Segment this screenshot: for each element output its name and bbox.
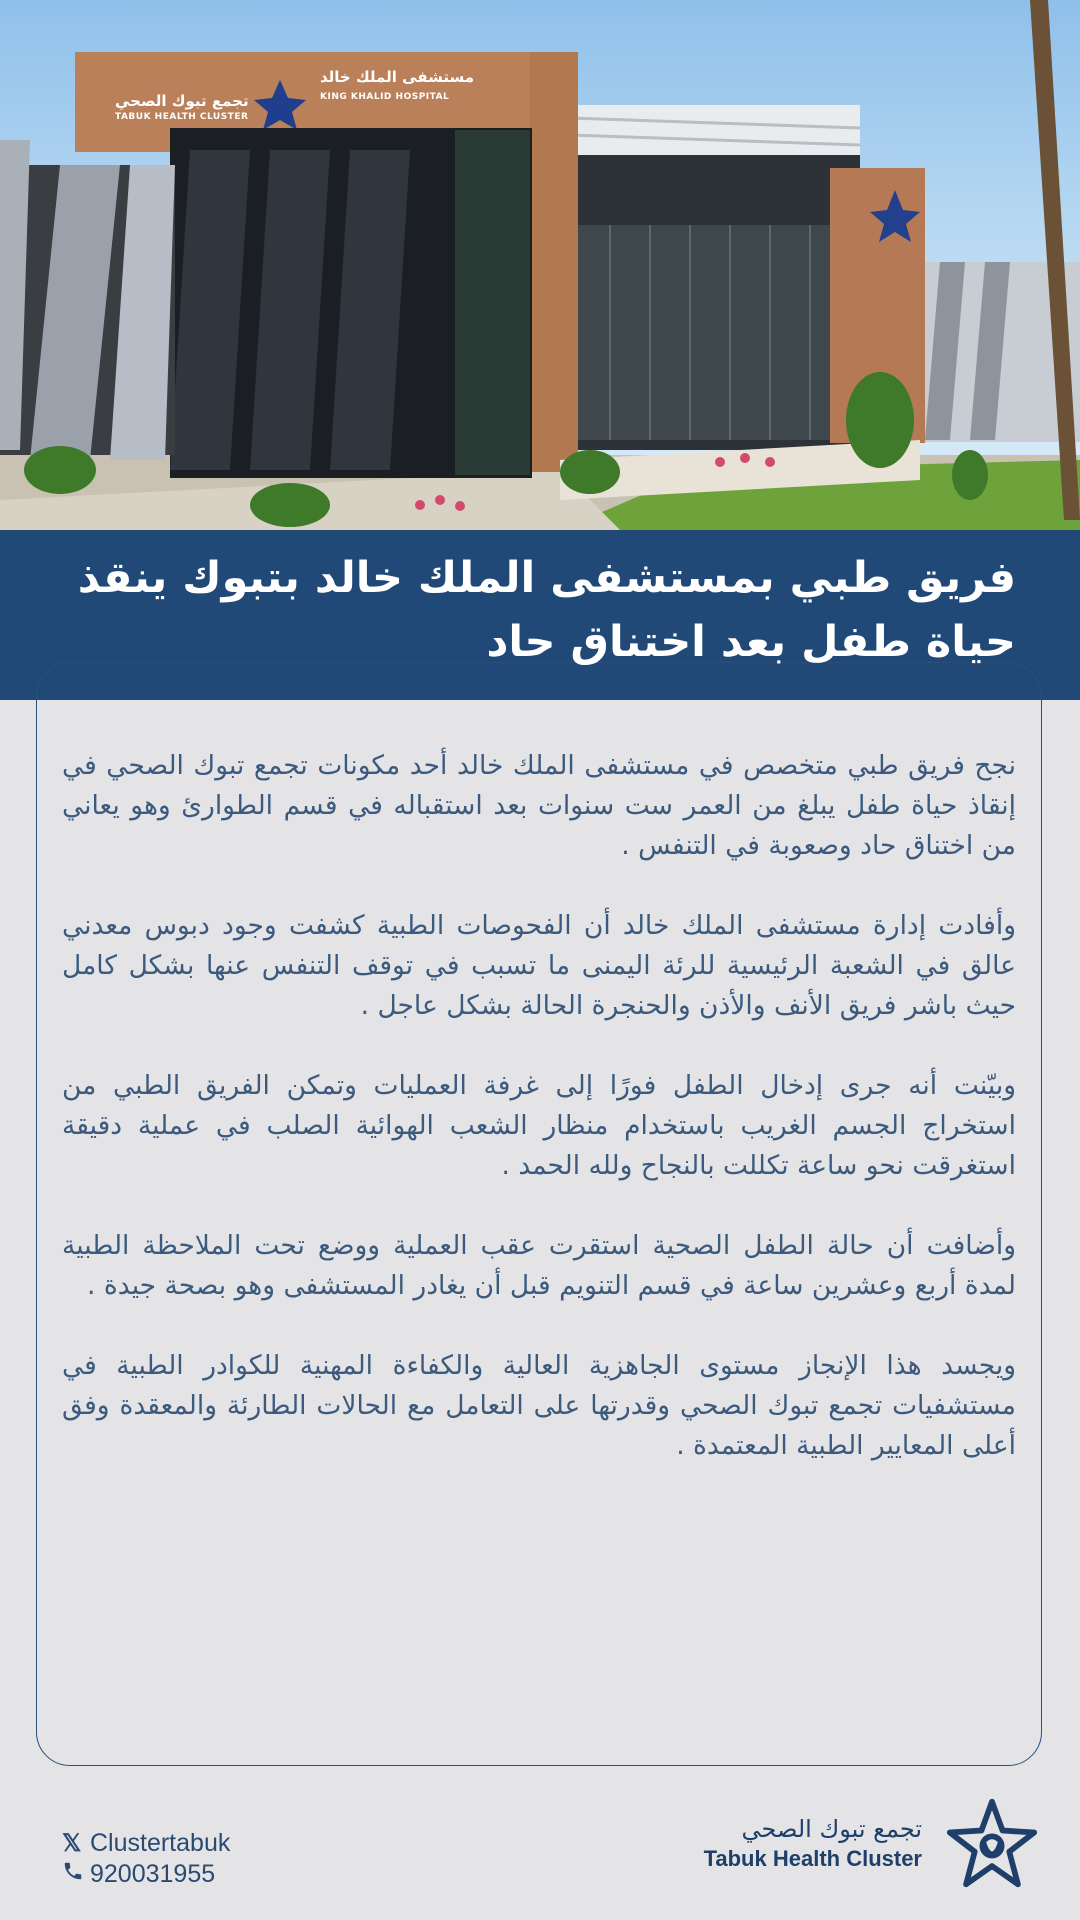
sign-left-en: TABUK HEALTH CLUSTER <box>115 112 249 122</box>
sign-right-ar: مستشفى الملك خالد <box>320 68 475 86</box>
brand-name-en: Tabuk Health Cluster <box>703 1846 922 1871</box>
article-body <box>62 746 1016 1506</box>
footer-contacts <box>62 1828 230 1890</box>
phone-icon <box>62 1859 90 1890</box>
sign-left-ar: تجمع تبوك الصحي <box>115 92 249 110</box>
x-handle-row[interactable] <box>62 1828 230 1859</box>
article-paragraph: نجح فريق طبي متخصص في مستشفى الملك خالد أحد مكونات تجمع تبوك الصحي في إنقاذ حياة طفل يبلغ من العمر ست سنوات بعد استقباله في قسم الطوارئ وهو يعاني من اختناق حاد وصعوبة في التنفس . <box>62 750 1016 861</box>
article-paragraph: وأضافت أن حالة الطفل الصحية استقرت عقب العملية ووضع تحت الملاحظة الطبية لمدة أربع وعشرين ساعة في قسم التنويم قبل أن يغادر المستشفى وهو بصحة جيدة . <box>62 1230 1016 1301</box>
hospital-photo <box>0 0 1080 530</box>
brand-block <box>704 1796 1040 1892</box>
x-logo-icon: 𝕏 <box>62 1830 82 1857</box>
article-paragraph: وبيّنت أنه جرى إدخال الطفل فورًا إلى غرفة العمليات وتمكن الفريق الطبي من استخراج الجسم الغريب باستخدام منظار الشعب الهوائية الصلب في عملية دقيقة استغرقت نحو ساعة تكللت بالنجاح ولله الحمد . <box>62 1070 1016 1181</box>
hospital-building-illustration <box>0 0 1080 530</box>
phone-number: 920031955 <box>90 1860 216 1888</box>
sign-right-en: KING KHALID HOSPITAL <box>320 92 450 102</box>
phone-row[interactable] <box>62 1859 230 1890</box>
article-paragraph: وأفادت إدارة مستشفى الملك خالد أن الفحوصات الطبية كشفت وجود دبوس معدني عالق في الشعبة الرئيسية للرئة اليمنى ما تسبب في توقف التنفس عنها بشكل كامل حيث باشر فريق الأنف والأذن والحنجرة الحالة بشكل عاجل . <box>62 910 1016 1021</box>
x-handle: Clustertabuk <box>90 1829 231 1857</box>
tabuk-health-cluster-star-logo <box>944 1796 1040 1892</box>
headline: فريق طبي بمستشفى الملك خالد بتبوك ينقذ حياة طفل بعد اختناق حاد <box>77 553 1016 667</box>
brand-name-ar: تجمع تبوك الصحي <box>741 1815 922 1843</box>
article-paragraph: ويجسد هذا الإنجاز مستوى الجاهزية العالية والكفاءة المهنية للكوادر الطبية في مستشفيات تجمع تبوك الصحي وقدرتها على التعامل مع الحالات الطارئة والمعقدة وفق أعلى المعايير الطبية المعتمدة . <box>62 1350 1016 1461</box>
